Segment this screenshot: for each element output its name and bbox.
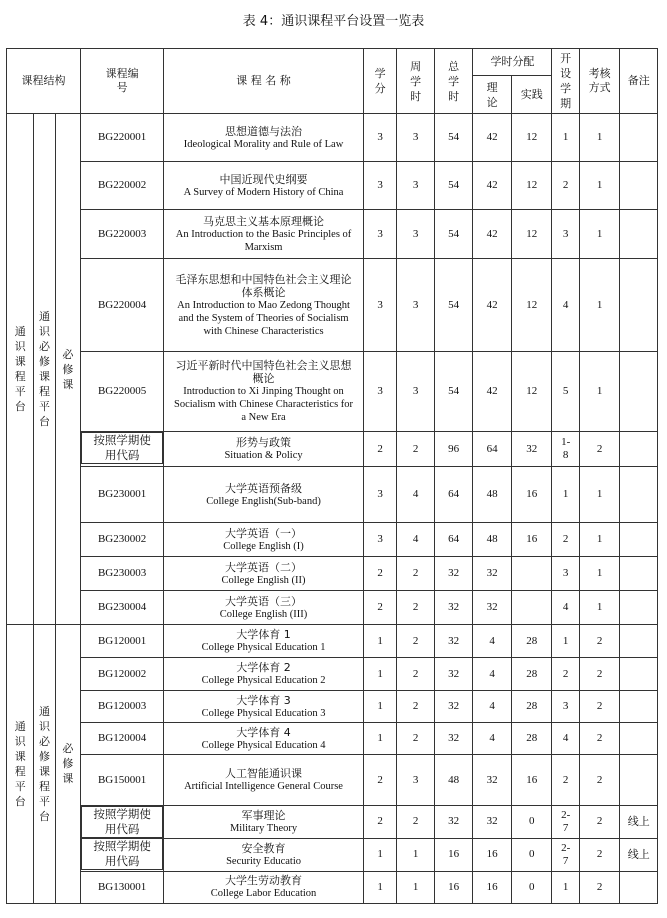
- cell-remark: [620, 352, 658, 432]
- table-title: 表 4：通识课程平台设置一览表: [242, 14, 425, 29]
- header-structure: 课程结构: [7, 49, 81, 114]
- cell-practice: 16: [511, 467, 552, 523]
- cell-semester: 2-7: [552, 838, 579, 871]
- cell-exam: 2: [579, 658, 620, 691]
- cell-exam: 1: [579, 259, 620, 352]
- course-name-cn: 马克思主义基本原理概论: [203, 214, 325, 228]
- cell-theory: 4: [473, 691, 512, 723]
- cell-remark: [620, 432, 658, 467]
- cell-exam: 2: [579, 691, 620, 723]
- course-name: [164, 838, 364, 871]
- cell-credit: 2: [363, 432, 396, 467]
- course-code: BG220001: [81, 114, 164, 162]
- cell-weekly: 2: [397, 691, 435, 723]
- course-code: 按照学期使用代码: [81, 432, 163, 464]
- header-total: 总学时: [434, 49, 473, 114]
- table-row: [7, 806, 658, 839]
- cell-total: 54: [434, 259, 473, 352]
- cell-weekly: 3: [397, 162, 435, 210]
- cell-weekly: 3: [397, 210, 435, 259]
- cell-semester: 1: [552, 114, 579, 162]
- cell-practice: [511, 591, 552, 625]
- cell-total: 32: [434, 691, 473, 723]
- cell-exam: 1: [579, 352, 620, 432]
- course-code: BG220005: [81, 352, 164, 432]
- table-row: [7, 557, 658, 591]
- course-name-en: College English (I): [223, 540, 304, 552]
- cell-remark: 线上: [620, 838, 658, 871]
- cell-weekly: 4: [397, 467, 435, 523]
- cell-remark: [620, 658, 658, 691]
- course-name-cn: 形势与政策: [236, 436, 292, 449]
- table-row: [7, 691, 658, 723]
- course-code: BG220003: [81, 210, 164, 259]
- cell-remark: [620, 523, 658, 557]
- cell-total: 16: [434, 838, 473, 871]
- cell-remark: [620, 259, 658, 352]
- cell-exam: 2: [579, 838, 620, 871]
- course-code: BG230003: [81, 557, 164, 591]
- cell-remark: [620, 114, 658, 162]
- course-name: [164, 591, 364, 625]
- cell-total: 54: [434, 352, 473, 432]
- cell-practice: 12: [511, 210, 552, 259]
- course-name: [164, 557, 364, 591]
- cell-total: 54: [434, 114, 473, 162]
- course-name-cn: 毛泽东思想和中国特色社会主义理论体系概论: [175, 272, 352, 299]
- header-alloc: 学时分配: [473, 49, 552, 76]
- course-name-cn: 大学体育 4: [236, 725, 291, 739]
- course-name: [164, 658, 364, 691]
- course-code: BG120001: [81, 625, 164, 658]
- cell-exam: 1: [579, 210, 620, 259]
- cell-exam: 1: [579, 467, 620, 523]
- cell-practice: 16: [511, 755, 552, 806]
- course-code: BG220004: [81, 259, 164, 352]
- group-platform: 通识课程平台: [7, 114, 34, 625]
- course-code: BG120003: [81, 691, 164, 723]
- course-code: BG230002: [81, 523, 164, 557]
- course-name-cn: 人工智能通识课: [225, 767, 303, 780]
- cell-remark: [620, 467, 658, 523]
- cell-weekly: 3: [397, 352, 435, 432]
- cell-total: 54: [434, 210, 473, 259]
- course-name-en: An Introduction to the Basic Principles of Marxism: [175, 228, 352, 253]
- course-name-cn: 大学体育 1: [236, 628, 291, 641]
- cell-theory: 4: [473, 625, 512, 658]
- cell-semester: 4: [552, 259, 579, 352]
- cell-credit: 2: [363, 806, 396, 839]
- cell-theory: 4: [473, 658, 512, 691]
- cell-total: 96: [434, 432, 473, 467]
- cell-theory: 32: [473, 806, 512, 839]
- cell-exam: 2: [579, 625, 620, 658]
- course-name-en: College English (III): [219, 608, 308, 620]
- course-name: [164, 723, 364, 755]
- cell-theory: 16: [473, 838, 512, 871]
- cell-practice: 32: [511, 432, 552, 467]
- table-row: [7, 723, 658, 755]
- cell-total: 54: [434, 162, 473, 210]
- header-name: 课 程 名 称: [164, 49, 364, 114]
- table-row: [7, 162, 658, 210]
- course-name-cn: 大学英语预备级: [225, 481, 303, 495]
- cell-credit: 2: [363, 557, 396, 591]
- cell-semester: 1: [552, 467, 579, 523]
- course-name-en: College Physical Education 4: [201, 739, 326, 751]
- cell-theory: 42: [473, 114, 512, 162]
- cell-practice: 12: [511, 114, 552, 162]
- course-name-en: Ideological Morality and Rule of Law: [183, 138, 344, 150]
- cell-semester: 3: [552, 210, 579, 259]
- course-name: [164, 210, 364, 259]
- course-name: [164, 625, 364, 658]
- cell-remark: [620, 755, 658, 806]
- cell-remark: [620, 625, 658, 658]
- header-weekly: 周学时: [397, 49, 435, 114]
- course-name: [164, 691, 364, 723]
- course-name-en: College Physical Education 1: [201, 642, 326, 653]
- cell-remark: [620, 162, 658, 210]
- course-name-en: Security Educatio: [226, 855, 301, 867]
- course-name-en: College Labor Education: [210, 888, 317, 899]
- cell-exam: 1: [579, 114, 620, 162]
- cell-practice: 0: [511, 838, 552, 871]
- cell-weekly: 1: [397, 871, 435, 903]
- cell-theory: 42: [473, 210, 512, 259]
- cell-exam: 1: [579, 523, 620, 557]
- table-row: [7, 352, 658, 432]
- group-type: 必修课: [55, 114, 80, 625]
- cell-semester: 4: [552, 591, 579, 625]
- cell-theory: 42: [473, 259, 512, 352]
- table-row: [7, 658, 658, 691]
- table-row: [7, 591, 658, 625]
- table-row: [7, 259, 658, 352]
- cell-semester: 2-7: [552, 806, 579, 839]
- cell-weekly: 2: [397, 591, 435, 625]
- course-name-en: College Physical Education 2: [201, 675, 326, 686]
- cell-credit: 1: [363, 658, 396, 691]
- course-name: [164, 806, 364, 839]
- cell-total: 32: [434, 557, 473, 591]
- cell-credit: 1: [363, 625, 396, 658]
- cell-practice: 28: [511, 658, 552, 691]
- cell-credit: 1: [363, 691, 396, 723]
- group-platform: 通识课程平台: [7, 625, 34, 904]
- course-name-en: College Physical Education 3: [201, 707, 326, 719]
- course-name-en: Introduction to Xi Jinping Thought on Socialism with Chinese Characteristics for a New Era: [174, 386, 354, 423]
- cell-practice: 12: [511, 162, 552, 210]
- course-name-cn: 中国近现代史纲要: [219, 172, 308, 186]
- course-code: BG120002: [81, 658, 164, 691]
- cell-remark: [620, 723, 658, 755]
- cell-theory: 64: [473, 432, 512, 467]
- cell-practice: 28: [511, 723, 552, 755]
- cell-remark: [620, 210, 658, 259]
- cell-credit: 1: [363, 838, 396, 871]
- cell-semester: 1: [552, 871, 579, 903]
- cell-exam: 2: [579, 755, 620, 806]
- course-name: [164, 467, 364, 523]
- cell-total: 32: [434, 723, 473, 755]
- course-table: [6, 48, 658, 904]
- cell-theory: 42: [473, 352, 512, 432]
- course-name: [164, 259, 364, 352]
- cell-credit: 3: [363, 467, 396, 523]
- cell-credit: 3: [363, 352, 396, 432]
- cell-weekly: 3: [397, 755, 435, 806]
- course-name: [164, 755, 364, 806]
- course-name-en: College English(Sub-band): [206, 495, 321, 507]
- header-semester: 开设学期: [552, 49, 579, 114]
- cell-credit: 1: [363, 871, 396, 903]
- course-name-cn: 大学英语（一）: [225, 526, 303, 540]
- header-code: 课程编号: [81, 49, 164, 114]
- header-exam: 考核方式: [579, 49, 620, 114]
- cell-theory: 42: [473, 162, 512, 210]
- cell-remark: [620, 691, 658, 723]
- course-name-en: College English (II): [221, 574, 306, 586]
- course-code: BG150001: [81, 755, 164, 806]
- course-code: BG120004: [81, 723, 164, 755]
- course-name-cn: 大学生劳动教育: [225, 874, 303, 887]
- cell-credit: 2: [363, 591, 396, 625]
- cell-total: 64: [434, 523, 473, 557]
- course-name: [164, 523, 364, 557]
- cell-practice: 16: [511, 523, 552, 557]
- cell-total: 48: [434, 755, 473, 806]
- cell-theory: 48: [473, 467, 512, 523]
- cell-credit: 3: [363, 114, 396, 162]
- cell-weekly: 2: [397, 625, 435, 658]
- cell-exam: 2: [579, 432, 620, 467]
- cell-credit: 3: [363, 162, 396, 210]
- course-code: BG230004: [81, 591, 164, 625]
- cell-weekly: 2: [397, 658, 435, 691]
- cell-credit: 1: [363, 723, 396, 755]
- cell-weekly: 3: [397, 114, 435, 162]
- course-name-en: Artificial Intelligence General Course: [184, 781, 343, 792]
- cell-practice: 28: [511, 625, 552, 658]
- cell-semester: 1-8: [552, 432, 579, 467]
- cell-semester: 3: [552, 557, 579, 591]
- cell-theory: 4: [473, 723, 512, 755]
- cell-theory: 32: [473, 557, 512, 591]
- course-name-cn: 安全教育: [241, 841, 286, 855]
- cell-total: 32: [434, 625, 473, 658]
- course-name: [164, 432, 364, 467]
- course-name: [164, 871, 364, 903]
- course-name-en: An Introduction to Mao Zedong Thought and the System of Theories of Socialism with Chinese Characteristics: [177, 299, 350, 337]
- cell-remark: [620, 591, 658, 625]
- course-name-cn: 大学体育 2: [236, 661, 291, 674]
- cell-exam: 1: [579, 162, 620, 210]
- cell-semester: 1: [552, 625, 579, 658]
- table-row: [7, 871, 658, 903]
- cell-exam: 2: [579, 871, 620, 903]
- course-code: 按照学期使用代码: [81, 806, 163, 838]
- cell-credit: 3: [363, 210, 396, 259]
- cell-total: 32: [434, 591, 473, 625]
- cell-semester: 5: [552, 352, 579, 432]
- cell-weekly: 2: [397, 806, 435, 839]
- cell-practice: 28: [511, 691, 552, 723]
- cell-weekly: 1: [397, 838, 435, 871]
- header-theory: 理论: [473, 76, 512, 114]
- cell-practice: [511, 557, 552, 591]
- cell-semester: 2: [552, 162, 579, 210]
- course-name: [164, 352, 364, 432]
- table-row: [7, 210, 658, 259]
- cell-credit: 3: [363, 259, 396, 352]
- cell-weekly: 3: [397, 259, 435, 352]
- cell-exam: 2: [579, 723, 620, 755]
- course-code: BG220002: [81, 162, 164, 210]
- course-name-cn: 思想道德与法治: [225, 124, 303, 138]
- header-credit: 学分: [363, 49, 396, 114]
- cell-semester: 2: [552, 755, 579, 806]
- cell-total: 16: [434, 871, 473, 903]
- course-code: BG230001: [81, 467, 164, 523]
- cell-theory: 32: [473, 755, 512, 806]
- cell-semester: 4: [552, 723, 579, 755]
- course-name: [164, 114, 364, 162]
- cell-weekly: 2: [397, 557, 435, 591]
- cell-remark: [620, 557, 658, 591]
- cell-theory: 16: [473, 871, 512, 903]
- table-row: [7, 432, 658, 467]
- cell-credit: 3: [363, 523, 396, 557]
- cell-theory: 32: [473, 591, 512, 625]
- group-sub: 通识必修课程平台: [34, 114, 55, 625]
- cell-total: 32: [434, 658, 473, 691]
- cell-semester: 3: [552, 691, 579, 723]
- table-row: [7, 625, 658, 658]
- cell-remark: [620, 871, 658, 903]
- cell-weekly: 2: [397, 432, 435, 467]
- course-name: [164, 162, 364, 210]
- course-name-en: Situation & Policy: [224, 450, 303, 461]
- cell-total: 32: [434, 806, 473, 839]
- cell-weekly: 2: [397, 723, 435, 755]
- course-code: 按照学期使用代码: [81, 838, 163, 870]
- table-row: [7, 114, 658, 162]
- cell-total: 64: [434, 467, 473, 523]
- cell-practice: 12: [511, 352, 552, 432]
- group-sub: 通识必修课程平台: [34, 625, 55, 904]
- group-type: 必修课: [55, 625, 80, 904]
- course-name-en: Military Theory: [229, 822, 298, 834]
- cell-semester: 2: [552, 523, 579, 557]
- course-name-cn: 大学英语（二）: [225, 560, 303, 574]
- course-name-en: A Survey of Modern History of China: [183, 186, 344, 198]
- course-name-cn: 军事理论: [241, 808, 286, 822]
- table-row: [7, 755, 658, 806]
- cell-semester: 2: [552, 658, 579, 691]
- cell-exam: 1: [579, 591, 620, 625]
- header-remark: 备注: [620, 49, 658, 114]
- cell-weekly: 4: [397, 523, 435, 557]
- course-name-cn: 大学英语（三）: [225, 594, 303, 608]
- cell-practice: 0: [511, 871, 552, 903]
- header-practice: 实践: [511, 76, 552, 114]
- table-row: [7, 838, 658, 871]
- cell-exam: 1: [579, 557, 620, 591]
- course-code: BG130001: [81, 871, 164, 903]
- cell-theory: 48: [473, 523, 512, 557]
- cell-practice: 12: [511, 259, 552, 352]
- table-row: [7, 467, 658, 523]
- cell-exam: 2: [579, 806, 620, 839]
- cell-credit: 2: [363, 755, 396, 806]
- cell-remark: 线上: [620, 806, 658, 839]
- table-row: [7, 523, 658, 557]
- cell-practice: 0: [511, 806, 552, 839]
- course-name-cn: 习近平新时代中国特色社会主义思想概论: [175, 359, 352, 385]
- course-name-cn: 大学体育 3: [236, 693, 291, 707]
